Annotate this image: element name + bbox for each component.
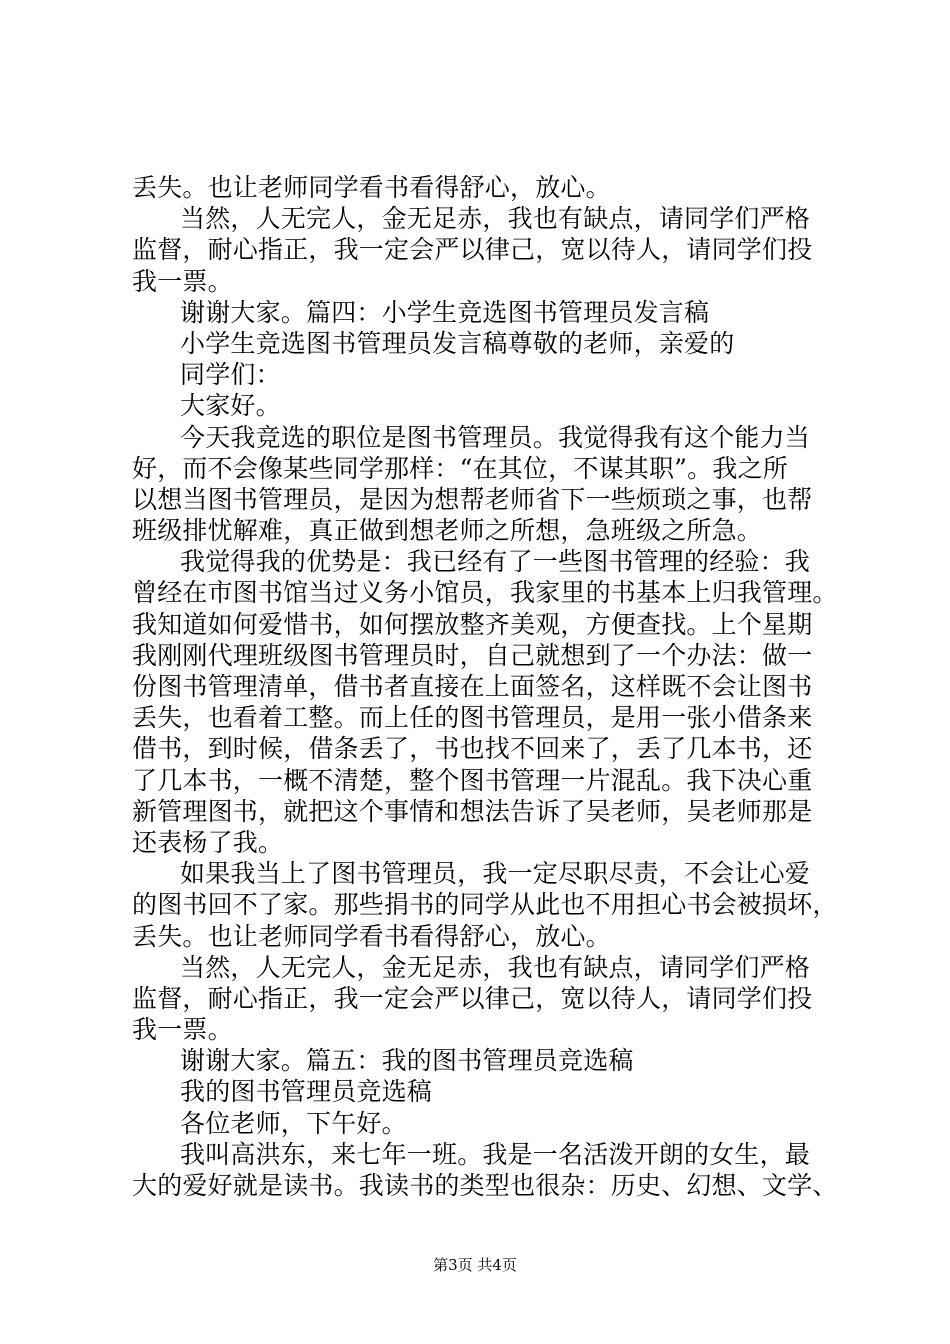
text-line: 我一票。 [132,267,233,296]
text-line: 班级排忧解难，真正做到想老师之所想，急班级之所急。 [132,516,763,545]
text-line: 好，而不会像某些同学那样：“在其位，不谋其职”。我之所 [132,454,788,483]
text-line: 借书，到时候，借条丢了，书也找不回来了，丢了几本书，还 [132,734,813,763]
text-line: 曾经在市图书馆当过义务小馆员，我家里的书基本上归我管理。 [132,578,838,607]
text-line: 份图书管理清单，借书者直接在上面签名，这样既不会让图书 [132,672,813,701]
text-line: 谢谢大家。篇五：我的图书管理员竞选稿 [180,1046,634,1075]
text-line: 新管理图书，就把这个事情和想法告诉了吴老师，吴老师那是 [132,797,813,826]
text-line: 我知道如何爱惜书，如何摆放整齐美观，方便查找。上个星期 [132,610,813,639]
text-line: 我刚刚代理班级图书管理员时，自己就想到了一个办法：做一 [132,641,813,670]
text-line: 我觉得我的优势是：我已经有了一些图书管理的经验：我 [180,547,811,576]
text-line: 了几本书，一概不清楚，整个图书管理一片混乱。我下决心重 [132,766,813,795]
text-line: 如果我当上了图书管理员，我一定尽职尽责，不会让心爱 [180,859,811,888]
text-line: 丢失。也让老师同学看书看得舒心，放心。 [132,922,611,951]
text-line: 丢失。也让老师同学看书看得舒心，放心。 [132,173,611,202]
text-line: 监督，耐心指正，我一定会严以律己，宽以待人，请同学们投 [132,984,813,1013]
text-line: 大的爱好就是读书。我读书的类型也很杂：历史、幻想、文学、 [132,1171,838,1200]
text-line: 我的图书管理员竞选稿 [180,1077,433,1106]
text-line: 丢失，也看着工整。而上任的图书管理员，是用一张小借条来 [132,703,813,732]
text-line: 同学们： [180,360,281,389]
text-line: 当然，人无完人，金无足赤，我也有缺点，请同学们严格 [180,953,811,982]
text-line: 大家好。 [180,391,281,420]
text-line: 以想当图书管理员，是因为想帮老师省下一些烦琐之事，也帮 [132,485,813,514]
text-line: 谢谢大家。篇四：小学生竞选图书管理员发言稿 [180,298,710,327]
text-line: 还表杨了我。 [132,828,284,857]
text-line: 我叫高洪东，来七年一班。我是一名活泼开朗的女生，最 [180,1140,811,1169]
page-footer: 第3页 共4页 [433,1256,517,1274]
text-line: 我一票。 [132,1015,233,1044]
text-line: 小学生竞选图书管理员发言稿尊敬的老师，亲爱的 [180,329,735,358]
text-line: 当然，人无完人，金无足赤，我也有缺点，请同学们严格 [180,204,811,233]
text-line: 今天我竞选的职位是图书管理员。我觉得我有这个能力当 [180,423,811,452]
text-line: 监督，耐心指正，我一定会严以律己，宽以待人，请同学们投 [132,235,813,264]
text-line: 的图书回不了家。那些捐书的同学从此也不用担心书会被损坏， [132,890,838,919]
text-line: 各位老师，下午好。 [180,1109,407,1138]
